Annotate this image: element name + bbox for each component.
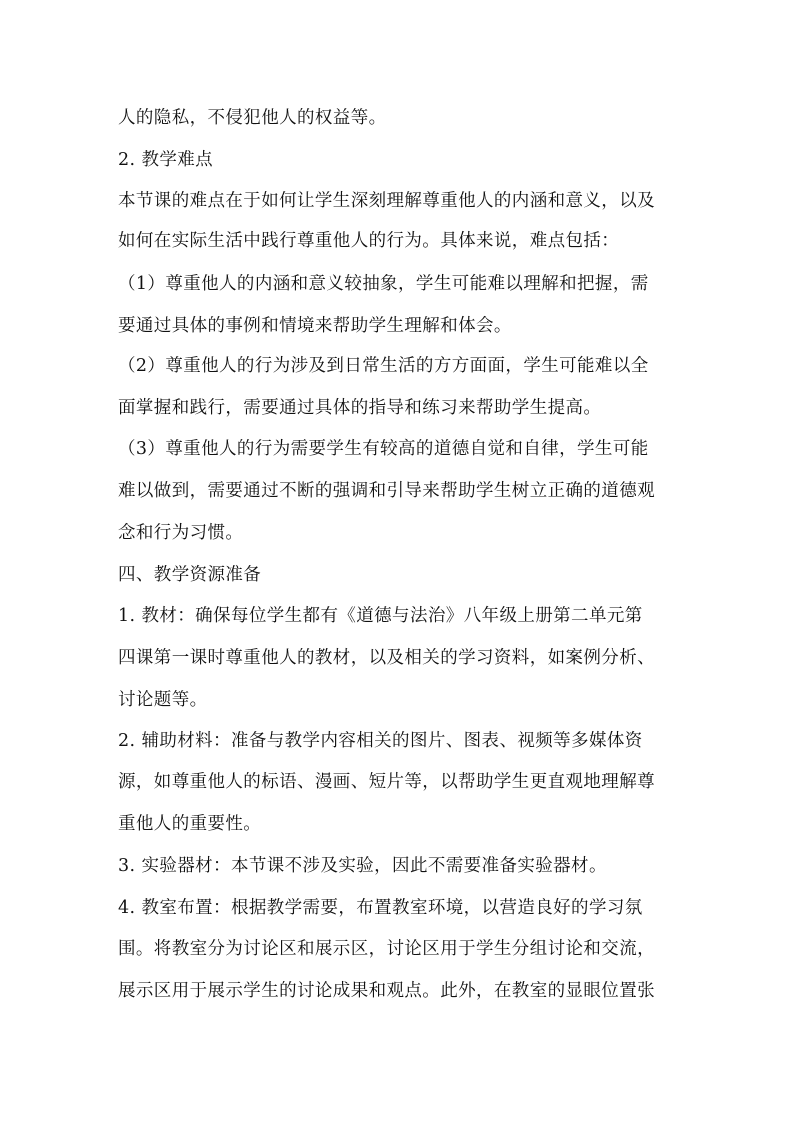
text-line: 围。将教室分为讨论区和展示区，讨论区用于学生分组讨论和交流， <box>118 939 655 959</box>
text-line: 念和行为习惯。 <box>118 523 244 543</box>
text-line: 3. 实验器材：本节课不涉及实验，因此不需要准备实验器材。 <box>118 856 607 876</box>
text-line: 面掌握和践行，需要通过具体的指导和练习来帮助学生提高。 <box>118 398 602 418</box>
section-heading: 2. 教学难点 <box>118 150 214 170</box>
text-line: （3）尊重他人的行为需要学生有较高的道德自觉和自律，学生可能 <box>118 439 649 459</box>
text-line: 要通过具体的事例和情境来帮助学生理解和体会。 <box>118 316 512 336</box>
text-line: 如何在实际生活中践行尊重他人的行为。具体来说，难点包括： <box>118 231 620 251</box>
text-line: 2. 辅助材料：准备与教学内容相关的图片、图表、视频等多媒体资 <box>118 731 643 751</box>
text-line: 源，如尊重他人的标语、漫画、短片等，以帮助学生更直观地理解尊 <box>118 772 655 792</box>
section-heading: 四、教学资源准备 <box>118 565 262 585</box>
text-line: 展示区用于展示学生的讨论成果和观点。此外，在教室的显眼位置张 <box>118 981 655 1001</box>
text-line: 1. 教材：确保每位学生都有《道德与法治》八年级上册第二单元第 <box>118 606 643 626</box>
text-line: 4. 教室布置：根据教学需要，布置教室环境，以营造良好的学习氛 <box>118 898 643 918</box>
text-line: 讨论题等。 <box>118 690 208 710</box>
text-line: 本节课的难点在于如何让学生深刻理解尊重他人的内涵和意义，以及 <box>118 191 655 211</box>
text-line: （1）尊重他人的内涵和意义较抽象，学生可能难以理解和把握，需 <box>118 274 649 294</box>
text-line: 重他人的重要性。 <box>118 814 262 834</box>
text-line: 人的隐私，不侵犯他人的权益等。 <box>118 108 387 128</box>
text-line: 难以做到，需要通过不断的强调和引导来帮助学生树立正确的道德观 <box>118 481 655 501</box>
text-line: 四课第一课时尊重他人的教材，以及相关的学习资料，如案例分析、 <box>118 648 655 668</box>
text-line: （2）尊重他人的行为涉及到日常生活的方方面面，学生可能难以全 <box>118 356 649 376</box>
